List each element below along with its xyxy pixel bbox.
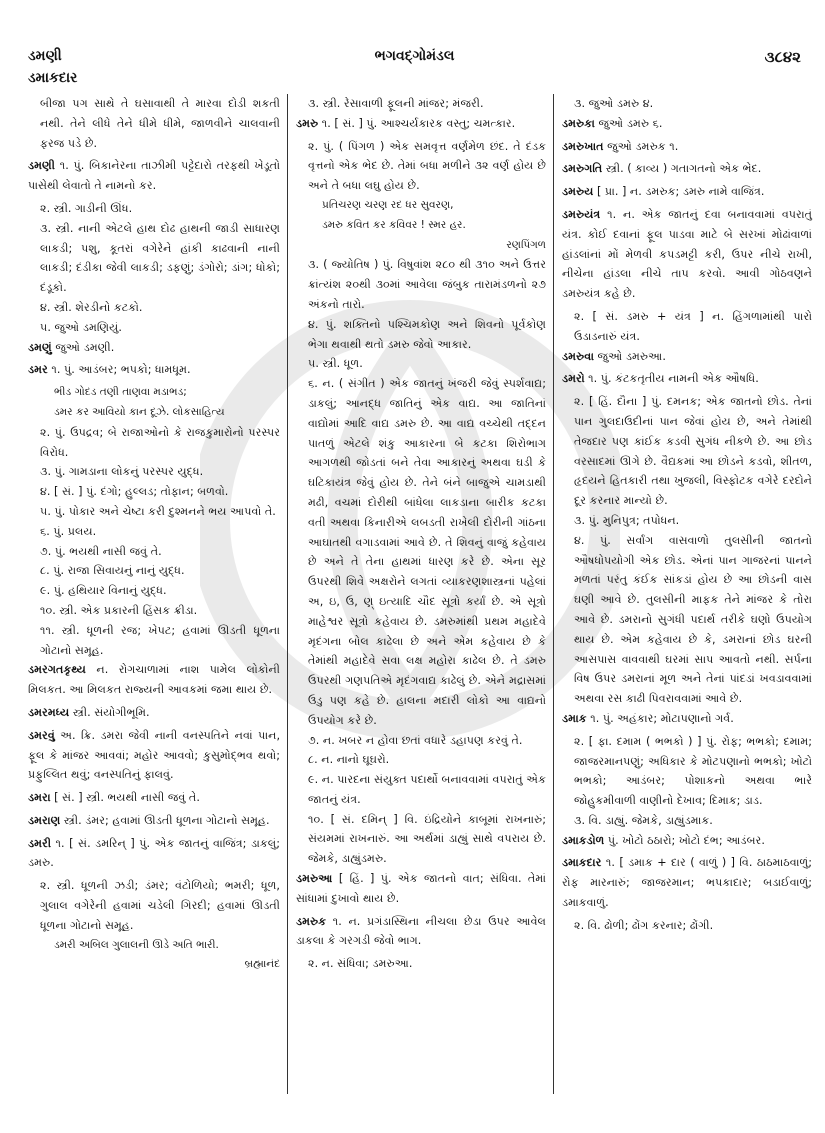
dictionary-entry — [562, 369, 812, 389]
headword: ડમાકદાર — [562, 856, 602, 870]
headword: ડમરુઆ — [296, 872, 333, 886]
definition-text: [ સં. ] સ્ત્રી. ભયથી નાસી જવું તે. — [50, 791, 200, 805]
definition-text: ૧. પું. કંટકતૃતીય નામની એક ઔષધિ. — [584, 372, 759, 386]
headword: ડમરુયંત્ર — [562, 207, 601, 221]
headword: ડમરી — [28, 836, 52, 850]
headword: ડમણું — [28, 340, 52, 354]
definition-text: જુઓ ડમણી. — [51, 340, 115, 354]
definition-text: ૧. પું. અહંકાર; મોટાપણાનો ગર્વ. — [586, 711, 734, 725]
sense-definition: ૩. વિ. ડાહ્યું. જેમકે, ડાહ્યુંડમાક. — [574, 813, 713, 827]
continued-definition: બીજા પગ સાથે તે ઘસાવાથી તે મારવા દોડી શકતી નથી. તેને લીધે તેને ધીમે ધીમે, જાળવીને ચાલવાની ફરજ પડે છે. — [40, 97, 280, 150]
sense-definition: ૨. [ હિં. દૌના ] પું. દમનક; એક જાતનો છોડ. તેનાં પાન ગુલદાઉદીનાં પાન જેવાં હોય છે, અને તેમાંથી તેજદાર પણ કાંઈક કડવી સુગંધ નીકળે છે. આ છોડ વરસાદમાં ઊગે છે. વૈદ્યકમાં આ છોડને કડવો, શીતળ, હૃદયને હિતકારી તથા ખુજલી, વિસ્ફોટક વગેરે દરદોને દૂર કરનાર માન્યો છે. — [574, 395, 812, 508]
headword: ડમરો — [562, 372, 585, 386]
definition-text: જુઓ ડમરુઆ. — [593, 349, 666, 363]
dictionary-entry — [562, 831, 812, 851]
headword: ડમરુખાત — [562, 139, 604, 153]
sense-definition: ૩. પું. ગામડાના લોકનું પરસ્પર યુદ્ધ. — [40, 465, 204, 479]
dictionary-entry — [28, 338, 280, 358]
definition-text: ૧. ન. પ્રગંડાસ્થિના નીચલા છેડા ઉપર આવેલ ડાકલા કે ગરગડી જેવો ભાગ. — [296, 914, 546, 948]
dictionary-entry — [28, 788, 280, 808]
definition-text: [ પ્રા. ] ન. ડમરુક; ડમરુ નામે વાજિંત્ર. — [593, 185, 765, 199]
headword: ડમરાણ — [28, 813, 61, 827]
sense-definition: ૨. સ્ત્રી. ગાડીની ઊંધ. — [40, 201, 133, 215]
column-divider — [553, 94, 554, 1094]
dictionary-entry — [28, 834, 280, 874]
dictionary-entry — [28, 811, 280, 831]
definition-text: ૧. [ ડમાક + દાર ( વાળું ) ] વિ. ઠાઠમાઠવાળું; રોફ મારનારું; જાજરમાન; ભપકાદાર; બડાઈવાળું; ડમાકવાળું. — [562, 856, 812, 910]
headword: ડમરુકા — [562, 116, 595, 130]
dictionary-entry — [28, 156, 280, 196]
sense-definition: ૮. પું. રાજા સિવાયનું નાનું યુદ્ધ. — [40, 564, 185, 578]
sense-definition: ૬. પું. પ્રલય. — [40, 524, 97, 538]
sense-definition: ૪. પું. શક્તિનો પશ્ચિમકોણ અને શિવનો પૂર્વકોણ ભેગા થવાથી થતો ડમરુ જેવો આકાર. — [308, 317, 546, 351]
sense-definition: ૨. [ ફા. દમામ ( ભભકો ) ] પું. રોફ; ભભકો; દમામ; જાજરમાનપણું; અધિકાર કે મોટપણાનો ભભકો; ખોટો ભભકો; આડંબર; પોશાકનો અથવા ભારે જોહુકમીવાળી વાણીનો દેખાવ; દિમાક; ડાડ. — [574, 734, 812, 808]
definition-text: [ હિં. ] પું. એક જાતનો વાત; સંધિવા. તેમાં સાંધામાં દુખાવો થાય છે. — [296, 872, 546, 905]
quotation: પ્રતિચરણ ચરણ રદ ધર સુવરણ, — [322, 198, 454, 211]
definition-text: જુઓ ડમરુ ૬. — [594, 116, 663, 130]
headword: ડમણી — [28, 159, 55, 173]
dictionary-entry — [562, 853, 812, 912]
sense-definition: ૩. જુઓ ડમરુ ૪. — [574, 97, 654, 110]
dictionary-entry — [562, 182, 812, 202]
definition-text: સ્ત્રી. ડંમર; હવામાં ઊડતી ધૂળના ગોટાનો સમૂહ. — [60, 813, 270, 827]
headword: ડમરુગતિ — [562, 162, 603, 176]
sense-definition: ૨. વિ. ઢોળી; ઢોંગ કરનાર; ઢોંગી. — [574, 918, 714, 932]
sense-definition: ૯. ન. પારદના સંયુક્ત પદાર્થો બનાવવામાં વપરાતું એક જાતનું યંત્ર. — [308, 773, 546, 806]
dictionary-entry — [296, 114, 546, 134]
headword: ડમરુવા — [562, 349, 594, 363]
quotation: ડમરી અબિલ ગુલાલની ઊડે અતિ ભારી. — [54, 938, 219, 951]
sense-definition: ૧૦. [ સં. દમિન્ ] વિ. ઇંદ્રિયોને કાબૂમાં રાખનારું; સંયમમાં રાખનારું. આ અર્થમાં ડાહ્યું સાથે વપરાય છે. જેમકે, ડાહ્યુંડમરુ. — [308, 812, 546, 866]
sense-definition: ૮. ન. નાનો ઘૂઘરો. — [308, 753, 390, 767]
definition-text: જુઓ ડમરુક ૧. — [603, 139, 679, 153]
page-header — [28, 48, 801, 70]
dictionary-entry — [28, 660, 280, 700]
last-guide-word: ડમાકદાર — [28, 70, 78, 86]
definition-text: ૧. ન. એક જાતનું દવા બનાવવામાં વપરાતું યંત્ર. કોઈ દવાનાં ફૂલ પાડવા માટે બે સરખાં મોઢાંવાળાં હાંડલાંનાં મોં મેળવી કપડમટ્ટી કરી, ઉપર નીચે રાખી, નીચેના હાંડલા નીચે તાપ કરવો. આવી ગોઠવણને ડમરુયંત્ર કહે છે. — [562, 207, 812, 301]
headword: ડમરુય — [562, 185, 594, 199]
headword: ડમાક — [562, 711, 587, 725]
dictionary-entry — [562, 347, 812, 367]
sense-definition: ૫. સ્ત્રી. ધૂળ. — [308, 357, 363, 371]
definition-text: ૧. પું. આડંબર; ભપકો; ધામધૂમ. — [47, 363, 191, 377]
sense-definition: ૩. ( જ્યોતિષ ) પું. વિષુવાંશ ૨૮૦ થી ૩૧૦ અને ઉત્તર ક્રાંત્યંશ ૨૦થી ૩૦માં આવેલા જંબુક તારામંડળનો ૨૭ અંકનો તારો. — [308, 258, 546, 311]
headword: ડમરુક — [296, 914, 327, 928]
dictionary-entry — [28, 703, 280, 723]
dictionary-entry — [562, 159, 812, 179]
definition-text: અ. ક્રિ. ડમરા જેવી નાની વનસ્પતિને નવાં પાન, ફૂલ કે માંજર આવવાં; મહોર આવવો; કુસુમોદ્ભવ થવો; પ્રફુલ્લિત થવું; વનસ્પતિનું ફાલવું. — [28, 728, 280, 782]
dictionary-entry — [562, 114, 812, 134]
sense-definition: ૭. પું. ભયથી નાસી જવું તે. — [40, 544, 162, 558]
column-right — [562, 94, 812, 936]
headword: ડમરુ — [296, 116, 319, 130]
quotation: ડમર કર આવિયો કાન દૂઝે. લોકસાહિત્ય — [54, 405, 225, 418]
definition-text: ૧. [ સં. ] પું. આશ્ચર્યકારક વસ્તુ; ચમત્કાર. — [318, 116, 516, 130]
first-guide-word: ડમણી — [28, 48, 62, 64]
headword: ડમરા — [28, 791, 51, 805]
sense-definition: ૪. [ સં. ] પું. દંગો; હુલ્લડ; તોફાન; બળવો. — [40, 485, 229, 499]
sense-definition: ૪. સ્ત્રી. શેરડીનો કટકો. — [40, 300, 143, 314]
sense-definition: ૪. પું. સર્વાંગ વાસવાળો તુલસીની જાતનો ઔષધોપયોગી એક છોડ. એનાં પાન ગાજરનાં પાનને મળતાં પરંતુ કંઈક સાંકડાં હોય છે આ છોડની વાસ ઘણી આવે છે. તુલસીની માફક તેને માંજર કે તોરા આવે છે. ડમરાનો સુગંધી પદાર્થ તરીકે ઘણો ઉપયોગ થાય છે. એમ કહેવાય છે કે, ડમરાનાં છોડ ઘરની આસપાસ વાવવાથી ઘરમાં સાપ આવતો નથી. સર્પના વિષ ઉપર ડમરાનાં મૂળ અને તેનાં પાંદડાં ખવડાવવામાં અથવા રસ કાઢી પિવરાવવામાં આવે છે. — [574, 533, 812, 706]
dictionary-entry — [562, 709, 812, 729]
quotation-source: બ્રહ્માનંદ — [244, 958, 280, 971]
headword: ડમર — [28, 363, 48, 377]
definition-text: ૧. [ સં. ડમરિન્ ] પું. એક જાતનું વાજિંત્ર; ડાકલું; ડમરુ. — [28, 836, 280, 870]
dictionary-entry — [562, 137, 812, 157]
column-middle — [296, 94, 546, 974]
headword: ડમરગતકૃથ્ય — [28, 663, 86, 677]
definition-text: પું. ખોટો ઠઠારો; ખોટો દંભ; આડંબર. — [604, 833, 765, 847]
sense-definition: ૯. પું. હથિયાર વિનાનું યુદ્ધ. — [40, 584, 167, 598]
sense-definition: ૨. [ સં. ડમરુ + યંત્ર ] ન. હિંગળામાંથી પારો ઉડાડનારું યંત્ર. — [574, 309, 812, 343]
dictionary-entry — [28, 726, 280, 785]
sense-definition: ૩. સ્ત્રી. રેસાવાળી ફૂલની માંજર; મંજરી. — [308, 97, 484, 110]
definition-text: ન. રોગચાળામાં નાશ પામેલ લોકોની મિલકત. આ મિલકત રાજ્યની આવકમાં જમા થાય છે. — [28, 663, 280, 697]
column-left — [28, 94, 280, 975]
quotation: ડમરુ કવિત કર કવિવર ! સ્મર હર. — [322, 218, 466, 231]
sense-definition: ૧૦. સ્ત્રી. એક પ્રકારની હિંસક ક્રીડા. — [40, 603, 198, 617]
dictionary-entry — [296, 912, 546, 952]
headword: ડમરવું — [28, 728, 55, 742]
dictionary-entry — [562, 205, 812, 304]
headword: ડમાકડોળ — [562, 833, 605, 847]
sense-definition: ૧૧. સ્ત્રી. ધૂળની રજ; ખેપટ; હવામાં ઊડતી ધૂળના ગોટાનો સમૂહ. — [40, 623, 280, 657]
definition-text: ૧. પું. બિકાનેરના તાઝીમી પટ્ટેદારો તરફથી ખેડૂતો પાસેથી લેવાતો તે નામનો કર. — [28, 159, 280, 193]
page-number: ૩૮૪૨ — [764, 48, 801, 66]
sense-definition: ૨. ન. સંધિવા; ડમરુઆ. — [308, 957, 413, 971]
dictionary-entry — [28, 360, 280, 380]
sense-definition: ૨. સ્ત્રી. ધૂળની ઝડી; ડંમર; વંટોળિયો; ભમરી; ધૂળ, ગુલાલ વગેરેની હવામાં ચડેલી ગિરદી; હવામાં ઊડતી ધૂળના ગોટાનો સમૂહ. — [40, 879, 280, 932]
sense-definition: ૨. પું. ( પિંગળ ) એક સમવૃત્ત વર્ણમેળ છંદ. તે દંડક વૃત્તનો એક ભેદ છે. તેમાં બધા મળીને ૩૨ વર્ણ હોય છે અને તે બધા લઘુ હોય છે. — [308, 139, 546, 193]
quotation-source: રણપિંગળ — [506, 238, 546, 251]
sense-definition: ૫. જુઓ ડમણિયું. — [40, 320, 122, 334]
book-title: ભગવદ્ગોમંડલ — [374, 48, 455, 64]
sense-definition: ૩. સ્ત્રી. નાની એટલે હાથ દોઢ હાથની જાડી સાધારણ લાકડી; પશુ, કૂતરાં વગેરેને હાંકી કાઢવાની નાની લાકડી; દંડીકા જેવી લાકડી; ડફણું; ડંગોરો; ડાંગ; ધોકો; દંડૂકો. — [40, 221, 280, 295]
sense-definition: ૨. પું. ઉપદ્રવ; બે રાજાઓનો કે રાજકુમારોનો પરસ્પર વિરોધ. — [40, 425, 280, 459]
headword: ડમરમધ્ય — [28, 705, 70, 719]
definition-text: સ્ત્રી. ( કાવ્ય ) ગતાગતનો એક ભેદ. — [602, 162, 762, 176]
dictionary-entry — [296, 869, 546, 909]
sense-definition: ૬. ન. ( સંગીત ) એક જાતનું ખંજરી જેવું સ્પર્શવાદ્ય; ડાકલું; આનદ્ધ જાતિનું એક વાદ્ય. આ જાતિનાં વાદ્યોમાં આદિ વાદ્ય ડમરુ છે. આ વાદ્ય વચ્ચેથી તદ્દન પાતળું એટલે શંકુ આકારના બે કટકા શિરોભાગ આગળથી જોડતાં બને તેવા આકારનું અથવા ઘડી કે ઘટિકાયંત્ર જેવું હોય છે. તેને બંને બાજુએ ચામડાથી મઢી, વચમાં દોરીથી બાંધેલા લાકડાના બારીક કટકા વતી અથવા કિનારીએ લબડતી રાખેલી દોરીની ગાંઠના આઘાતથી વગાડવામાં આવે છે. તે શિવનું વાજું કહેવાય છે અને તે તેના હાથમાં ધારણ કરે છે. એના સૂર ઉપરથી શિવે અક્ષરોને લગતાં વ્યાકરણશાસ્ત્રનાં પહેલાં અ, ઇ, ઉ, ણ્ ઇત્યાદિ ચૌદ સૂત્રો કર્યાં છે. એ સૂત્રો માહેશ્વર સૂત્રો કહેવાય છે. ડમરુમાંથી પ્રથમ મહાદેવે મૃદંગના બોલ કાઢેલા છે અને એમ કહેવાય છે કે તેમાંથી મહાદેવે સવા લક્ષ મહોરા કાઢેલ છે. તે ડમરુ ઉપરથી ગણપતિએ મૃદંગવાદ્ય કાઢેલું છે. એને મદ્રાસમાં ઉડુ પણ કહે છે. હાલના મદારી લોકો આ વાદ્યનો ઉપયોગ કરે છે. — [308, 377, 546, 727]
column-divider — [287, 94, 288, 1094]
sense-definition: ૩. પું. મુનિપુત્ર; તપોધન. — [574, 513, 680, 527]
sense-definition: ૭. ન. ખબર ન હોવા છતાં વધારે ડહાપણ કરવું તે. — [308, 733, 523, 747]
quotation: ભીડ ગોદડ તણી તાણવા મડાભડ; — [54, 386, 187, 399]
sense-definition: ૫. પું. પોકાર અને ચેષ્ટા કરી દુશ્મનને ભય આપવો તે. — [40, 504, 276, 518]
definition-text: સ્ત્રી. સંયોગીભૂમિ. — [69, 705, 150, 719]
